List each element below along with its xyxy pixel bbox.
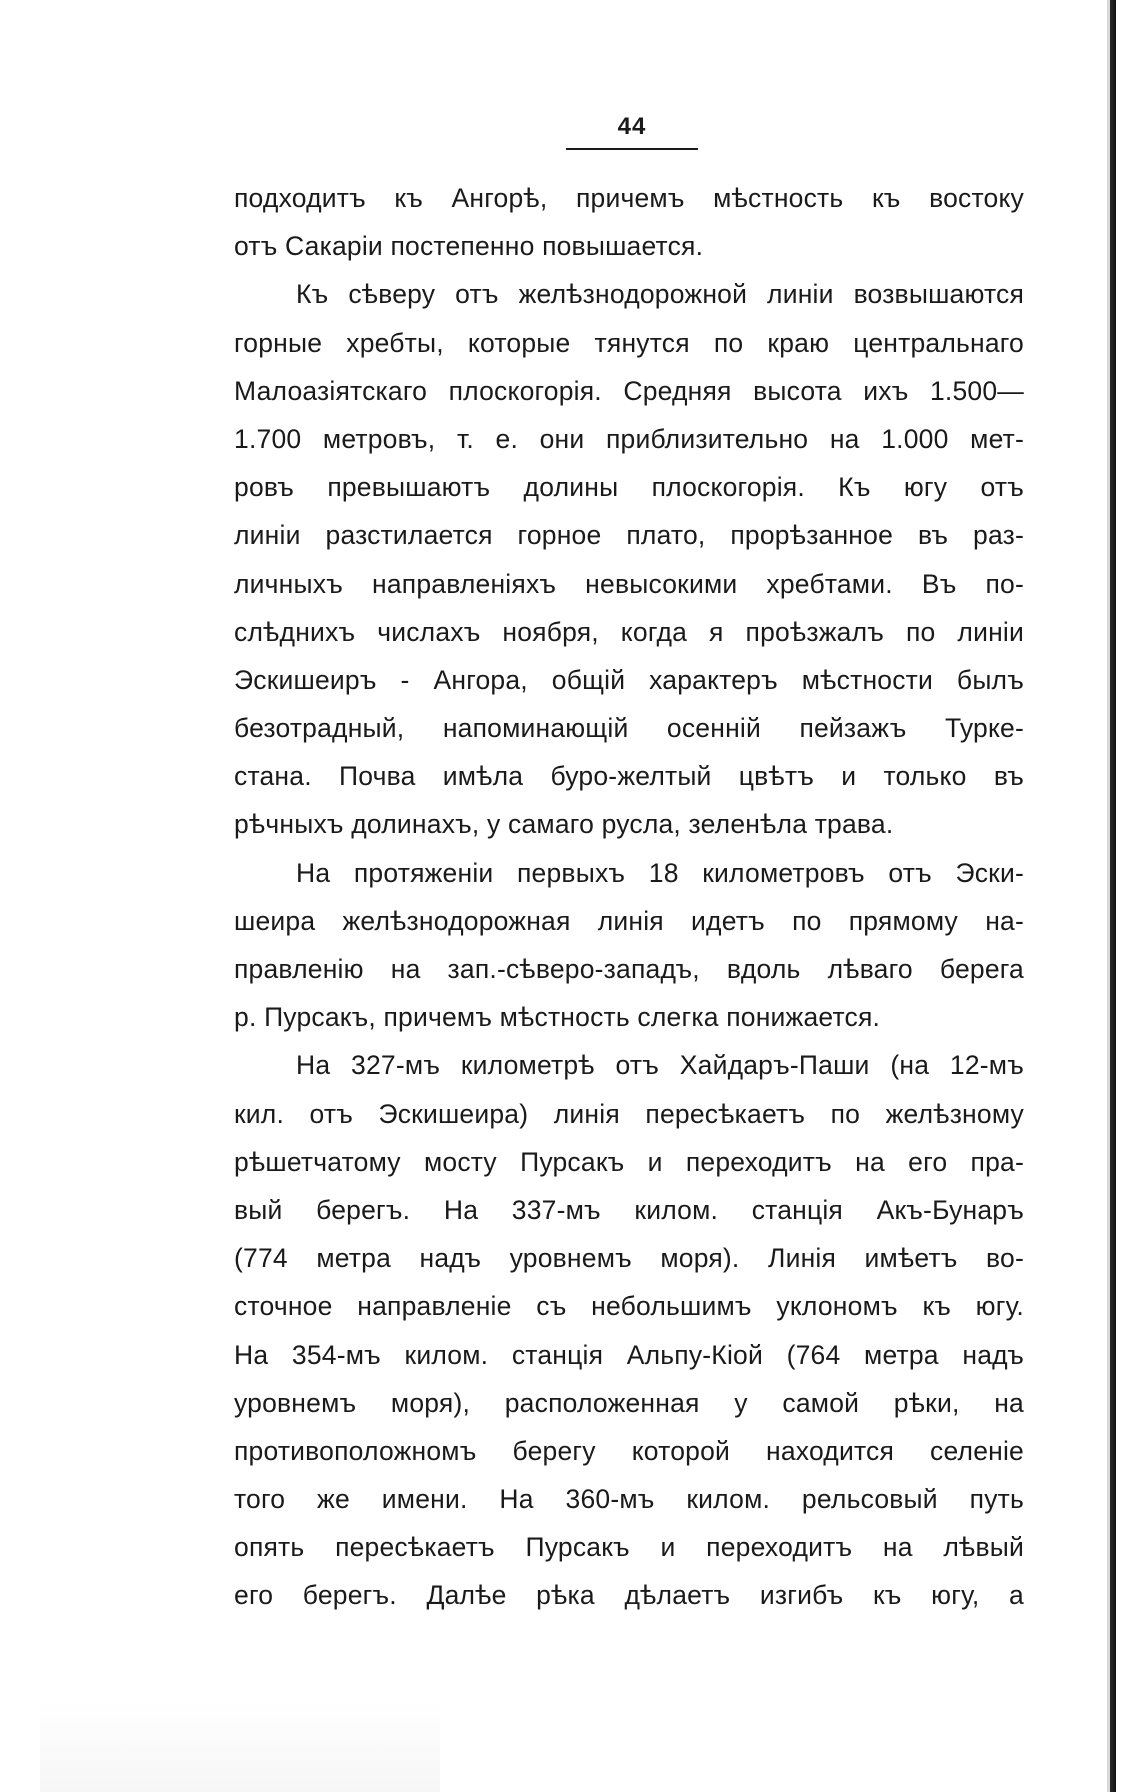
text-line: шеира желѣзнодорожная линія идетъ по прямому на- <box>234 905 1024 936</box>
page-binding-edge <box>1110 0 1116 1792</box>
text-line: противоположномъ берегу которой находится селеніе <box>234 1435 1024 1466</box>
text-line: уровнемъ моря), расположенная у самой рѣки, на <box>234 1387 1024 1418</box>
text-line: ровъ превышаютъ долины плоскогорія. Къ югу отъ <box>234 472 1024 503</box>
body-text <box>234 174 1024 1620</box>
text-line: горные хребты, которые тянутся по краю центральнаго <box>234 327 1024 358</box>
text-line: того же имени. На 360-мъ килом. рельсовый путь <box>234 1484 1024 1515</box>
text-line: На 354-мъ килом. станція Альпу-Кіой (764 метра надъ <box>234 1339 1024 1370</box>
text-line: слѣднихъ числахъ ноября, когда я проѣзжалъ по линіи <box>234 616 1024 647</box>
text-line: (774 метра надъ уровнемъ моря). Линія имѣетъ во- <box>234 1243 1024 1274</box>
text-line: линіи разстилается горное плато, прорѣзанное въ раз- <box>234 520 1024 551</box>
text-line: безотрадный, напоминающій осенній пейзажъ Турке- <box>234 713 1024 744</box>
text-line: вый берегъ. На 337-мъ килом. станція Акъ-Бунаръ <box>234 1194 1024 1225</box>
page-number: 44 <box>617 113 647 140</box>
page-number-rule <box>566 148 698 150</box>
text-line: опять пересѣкаетъ Пурсакъ и переходитъ на лѣвый <box>234 1532 1024 1563</box>
text-line: подходитъ къ Ангорѣ, причемъ мѣстность къ востоку <box>234 183 1024 213</box>
text-line: 1.700 метровъ, т. е. они приблизительно на 1.000 мет- <box>234 423 1024 454</box>
scan-artifact <box>40 1700 440 1792</box>
text-line: сточное направленіе съ небольшимъ уклономъ къ югу. <box>234 1291 1024 1322</box>
page-header <box>566 112 698 150</box>
text-line: На протяженіи первыхъ 18 километровъ отъ Эски- <box>296 857 1024 888</box>
text-line: Эскишеиръ - Ангора, общій характеръ мѣстности былъ <box>234 664 1024 695</box>
text-line: рѣчныхъ долинахъ, у самаго русла, зеленѣла трава. <box>234 809 894 840</box>
text-line: рѣшетчатому мосту Пурсакъ и переходитъ на его пра- <box>234 1146 1024 1177</box>
text-line: личныхъ направленіяхъ невысокими хребтами. Въ по- <box>234 568 1024 599</box>
text-line: р. Пурсакъ, причемъ мѣстность слегка понижается. <box>234 1002 881 1033</box>
text-line: отъ Сакаріи постепенно повышается. <box>234 231 704 262</box>
text-line: Къ сѣверу отъ желѣзнодорожной линіи возвышаются <box>296 279 1024 310</box>
text-line: кил. отъ Эскишеира) линія пересѣкаетъ по желѣзному <box>234 1098 1024 1129</box>
text-line: стана. Почва имѣла буро-желтый цвѣтъ и только въ <box>234 761 1024 792</box>
text-line: правленію на зап.-сѣверо-западъ, вдоль лѣваго берега <box>234 954 1024 984</box>
text-line: На 327-мъ километрѣ отъ Хайдаръ-Паши (на 12-мъ <box>296 1050 1024 1081</box>
text-line: Малоазіятскаго плоскогорія. Средняя высота ихъ 1.500— <box>234 375 1024 406</box>
text-line: его берегъ. Далѣе рѣка дѣлаетъ изгибъ къ югу, а <box>234 1580 1024 1611</box>
